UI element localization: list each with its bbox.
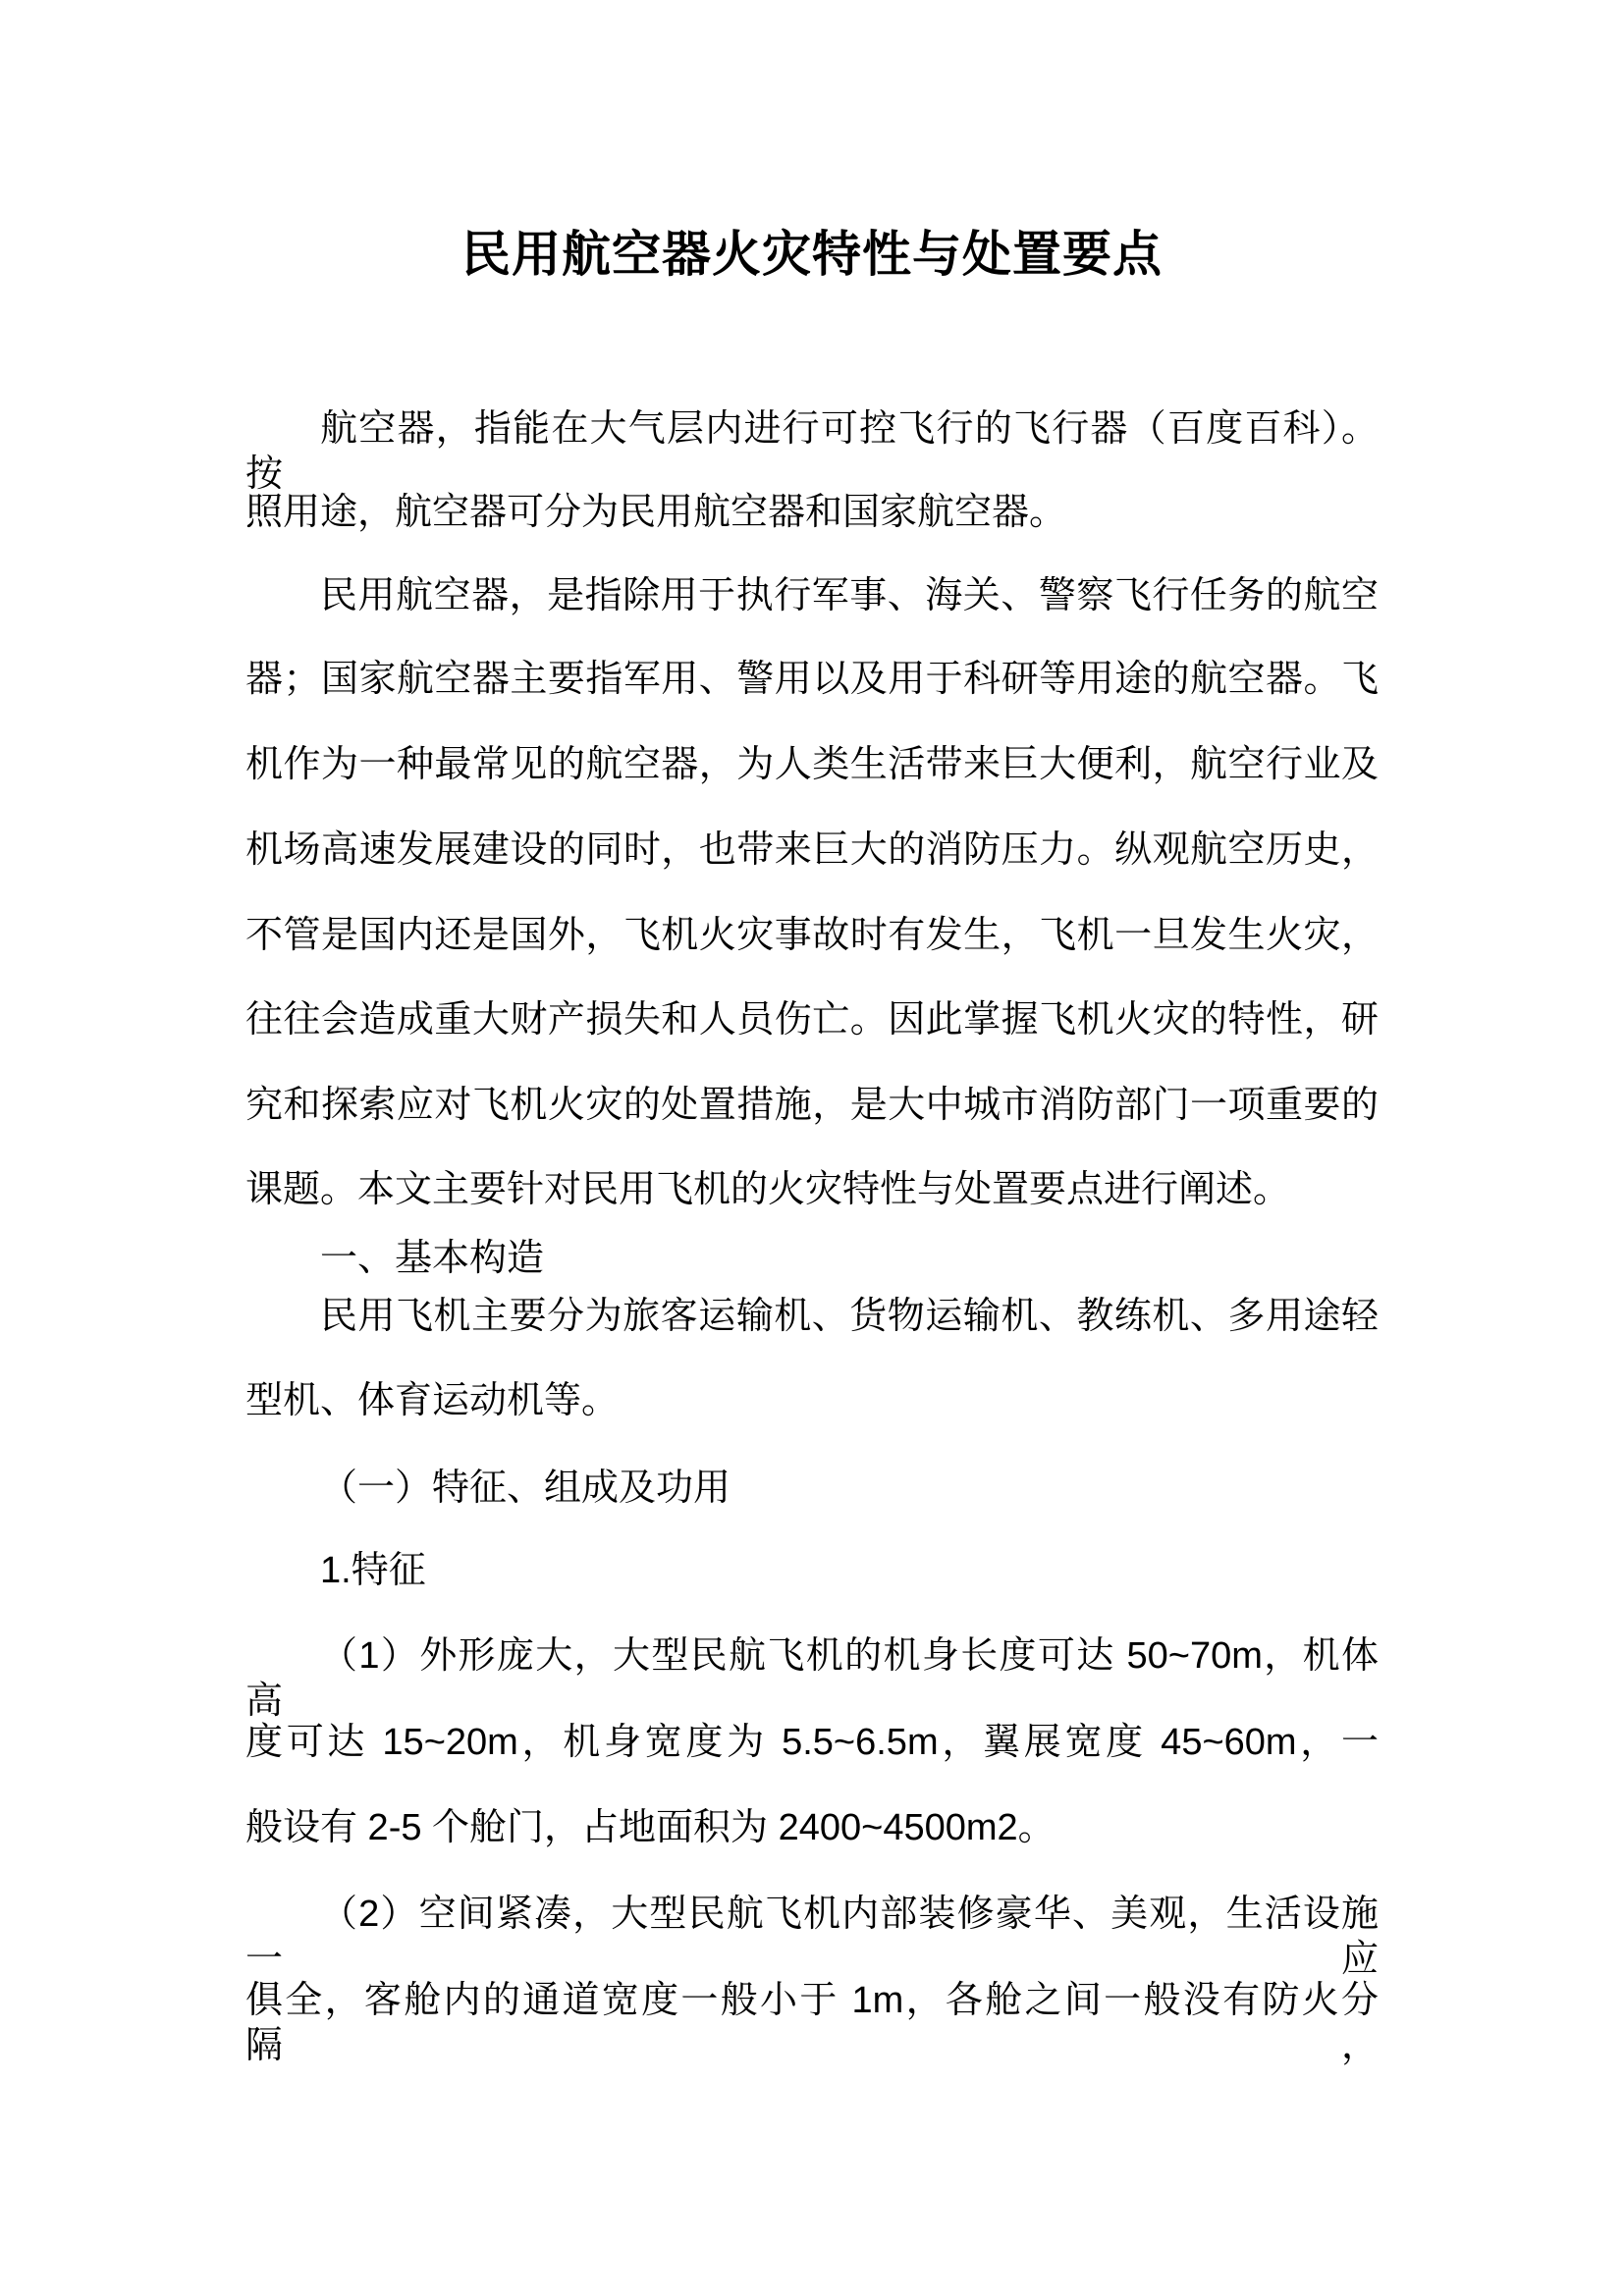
text-line: （1）外形庞大，大型民航飞机的机身长度可达 50~70m，机体高 xyxy=(245,1635,1379,1722)
text-line: 俱全，客舱内的通道宽度一般小于 1m，各舱之间一般没有防火分隔， xyxy=(245,1980,1379,2066)
text-line: 般设有 2-5 个舱门，占地面积为 2400~4500m2。 xyxy=(245,1807,1056,1848)
text-line: 民用航空器，是指除用于执行军事、海关、警察飞行任务的航空 xyxy=(320,575,1379,616)
text-line: 机作为一种最常见的航空器，为人类生活带来巨大便利，航空行业及 xyxy=(245,744,1379,785)
text-line: 课题。本文主要针对民用飞机的火灾特性与处置要点进行阐述。 xyxy=(245,1169,1291,1210)
text-line: 不管是国内还是国外，飞机火灾事故时有发生，飞机一旦发生火灾， xyxy=(245,915,1379,956)
text-line: 型机、体育运动机等。 xyxy=(245,1380,620,1421)
heading-line: 一、基本构造 xyxy=(320,1238,545,1279)
document-title: 民用航空器火灾特性与处置要点 xyxy=(461,227,1163,282)
text-line: 民用飞机主要分为旅客运输机、货物运输机、教练机、多用途轻 xyxy=(320,1296,1379,1337)
text-line: 航空器，指能在大气层内进行可控飞行的飞行器（百度百科）。按 xyxy=(245,408,1379,495)
text-line: （2）空间紧凑，大型民航飞机内部装修豪华、美观，生活设施一应 xyxy=(245,1894,1379,1980)
text-line: 机场高速发展建设的同时，也带来巨大的消防压力。纵观航空历史， xyxy=(245,829,1379,871)
text-line: 器；国家航空器主要指军用、警用以及用于科研等用途的航空器。飞 xyxy=(245,659,1379,700)
text-line: 往往会造成重大财产损失和人员伤亡。因此掌握飞机火灾的特性，研 xyxy=(245,999,1379,1041)
heading-line: （一）特征、组成及功用 xyxy=(320,1468,731,1509)
text-line: 照用途，航空器可分为民用航空器和国家航空器。 xyxy=(245,492,1067,533)
heading-line: 1.特征 xyxy=(320,1550,426,1591)
text-line: 究和探索应对飞机火灾的处置措施，是大中城市消防部门一项重要的 xyxy=(245,1085,1379,1126)
text-line: 度可达 15~20m，机身宽度为 5.5~6.5m，翼展宽度 45~60m，一 xyxy=(245,1722,1379,1763)
